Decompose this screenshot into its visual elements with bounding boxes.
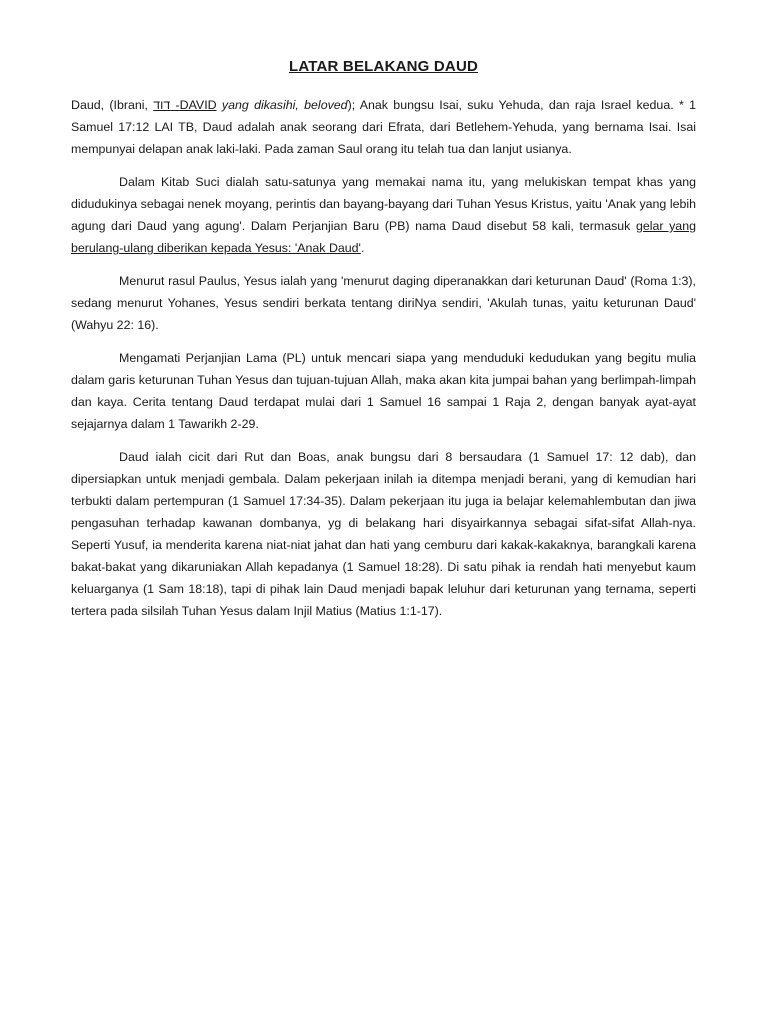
- p2-end: .: [360, 241, 365, 255]
- p1-rest: ); Anak bungsu Isai, suku Yehuda, dan raja Israel kedua. * 1 Samuel 17:12 LAI TB, Daud adalah anak seorang dari Efrata, dari Betlehem-Yehuda, yang bernama Isai. Isai mempunyai delapan anak laki-laki. Pada zaman Saul orang itu telah tua dan lanjut usianya.: [71, 98, 696, 156]
- paragraph-1: [71, 94, 696, 160]
- paragraph-3: Menurut rasul Paulus, Yesus ialah yang 'menurut daging diperanakkan dari keturunan Daud' (Roma 1:3), sedang menurut Yohanes, Yesus sendiri berkata tentang diriNya sendiri, 'Akulah tunas, yaitu keturunan Daud' (Wahyu 22: 16).: [71, 274, 696, 332]
- p1-hebrew-text: דוד: [153, 98, 171, 112]
- p1-david: -DAVID: [170, 98, 217, 112]
- paragraph-5: Daud ialah cicit dari Rut dan Boas, anak bungsu dari 8 bersaudara (1 Samuel 17: 12 dab), dan dipersiapkan untuk menjadi gembala. Dalam pekerjaan inilah ia ditempa menjadi berani, yang di kemudian hari terbukti dalam pertempuran (1 Samuel 17:34-35). Dalam pekerjaan itu juga ia belajar kelemahlembutan dan jiwa pengasuhan terhadap kawanan dombanya, yg di belakang hari disyairkannya sebagai sifat-sifat Allah-nya. Seperti Yusuf, ia menderita karena niat-niat jahat dan hati yang cemburu dari kakak-kakaknya, barangkali karena bakat-bakat yang dikaruniakan Allah kepadanya (1 Samuel 18:28). Di satu pihak ia rendah hati menyebut kaum keluarganya (1 Sam 18:18), tapi di pihak lain Daud menjadi bapak leluhur dari keturunan yang ternama, seperti tertera pada silsilah Tuhan Yesus dalam Injil Matius (Matius 1:1-17).: [71, 450, 696, 618]
- p2-underlined: gelar yang berulang-ulang diberikan kepada Yesus: 'Anak Daud': [71, 219, 696, 255]
- p2-text: Dalam Kitab Suci dialah satu-satunya yang memakai nama itu, yang melukiskan tempat khas yang didudukinya sebagai nenek moyang, perintis dan bayang-bayang dari Tuhan Yesus Kristus, yaitu 'Anak yang lebih agung dari Daud yang agung'. Dalam Perjanjian Baru (PB) nama Daud disebut 58 kali, termasuk: [71, 175, 696, 233]
- document-title: LATAR BELAKANG DAUD: [288, 58, 479, 75]
- p1-intro: Daud, (Ibrani,: [71, 98, 154, 112]
- p1-italic: yang dikasihi, beloved: [216, 98, 348, 112]
- paragraph-4: Mengamati Perjanjian Lama (PL) untuk mencari siapa yang menduduki kedudukan yang begitu mulia dalam garis keturunan Tuhan Yesus dan tujuan-tujuan Allah, maka akan kita jumpai bahan yang berlimpah-limpah dan kaya. Cerita tentang Daud terdapat mulai dari 1 Samuel 16 sampai 1 Raja 2, dengan banyak ayat-ayat sejajarnya dalam 1 Tawarikh 2-29.: [71, 351, 696, 431]
- p1-hebrew-word: [153, 98, 216, 112]
- paragraph-2: [71, 171, 696, 259]
